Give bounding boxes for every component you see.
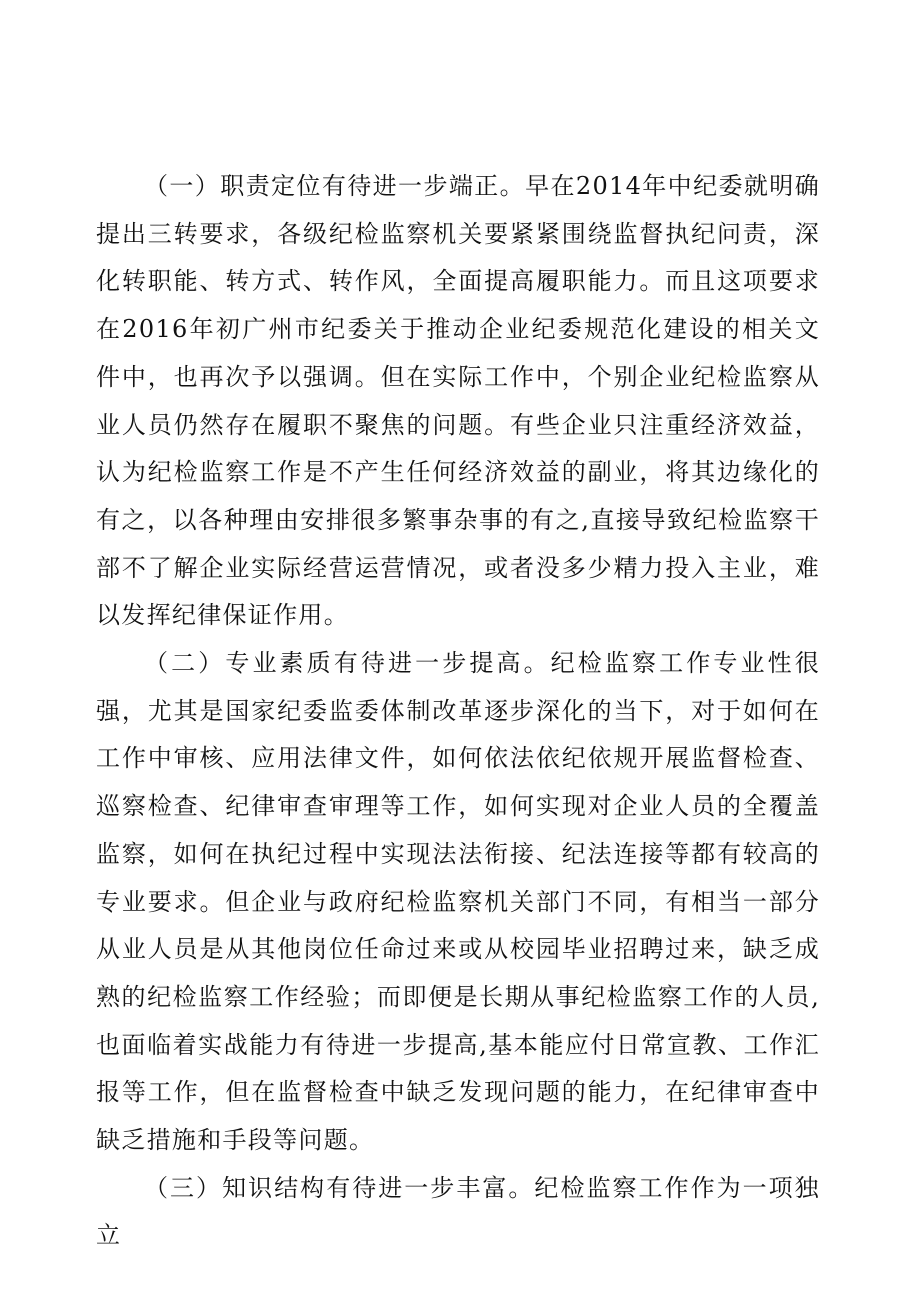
paragraph-3: （三）知识结构有待进一步丰富。纪检监察工作作为一项独立 bbox=[96, 1173, 820, 1250]
document-body bbox=[96, 163, 820, 1260]
paragraph-2: （二）专业素质有待进一步提高。纪检监察工作专业性很强，尤其是国家纪委监委体制改革逐步深化的当下，对于如何在工作中审核、应用法律文件，如何依法依纪依规开展监督检查、巡察检查、纪律审查审理等工作，如何实现对企业人员的全覆盖监察，如何在执纪过程中实现法法衔接、纪法连接等都有较高的专业要求。但企业与政府纪检监察机关部门不同，有相当一部分从业人员是从其他岗位任命过来或从校园毕业招聘过来，缺乏成熟的纪检监察工作经验；而即便是长期从事纪检监察工作的人员,也面临着实战能力有待进一步提高,基本能应付日常宣教、工作汇报等工作，但在监督检查中缺乏发现问题的能力，在纪律审查中缺乏措施和手段等问题。 bbox=[96, 649, 820, 1155]
paragraph-1: （一）职责定位有待进一步端正。早在2014年中纪委就明确提出三转要求，各级纪检监察机关要紧紧围绕监督执纪问责，深化转职能、转方式、转作风，全面提高履职能力。而且这项要求在2016年初广州市纪委关于推动企业纪委规范化建设的相关文件中，也再次予以强调。但在实际工作中，个别企业纪检监察从业人员仍然存在履职不聚焦的问题。有些企业只注重经济效益，认为纪检监察工作是不产生任何经济效益的副业，将其边缘化的有之，以各种理由安排很多繁事杂事的有之,直接导致纪检监察干部不了解企业实际经营运营情况，或者没多少精力投入主业，难以发挥纪律保证作用。 bbox=[96, 172, 820, 630]
